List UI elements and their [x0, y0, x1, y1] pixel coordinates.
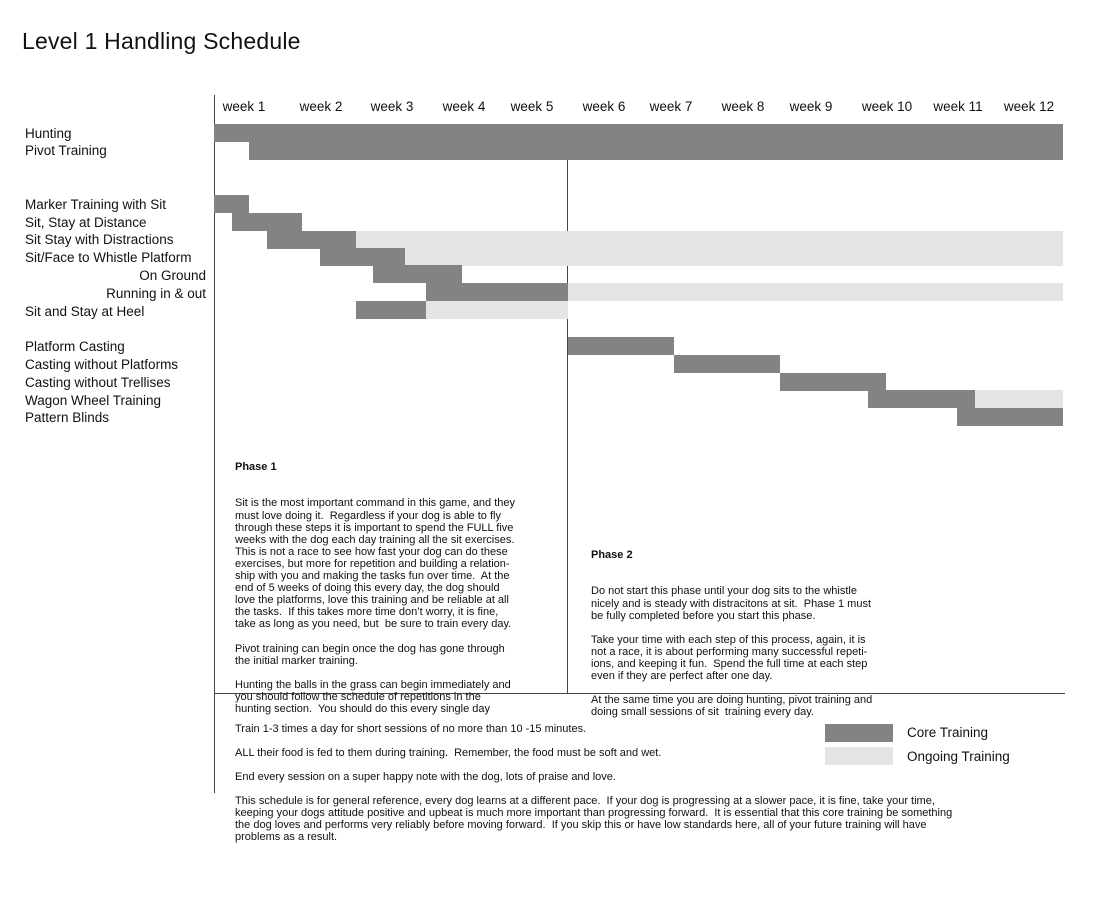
task-label: Platform Casting: [25, 339, 125, 354]
note-sessions: Train 1-3 times a day for short sessions of no more than 10 -15 minutes.: [235, 723, 587, 735]
legend-ongoing-swatch: [825, 747, 893, 765]
core-bar: [267, 231, 355, 249]
week-label: week 10: [861, 99, 913, 114]
week-label: week 5: [510, 99, 554, 114]
core-bar: [320, 248, 405, 266]
task-label: Wagon Wheel Training: [25, 393, 162, 408]
task-label: Running in & out: [106, 286, 206, 301]
core-bar: [868, 390, 974, 408]
legend-ongoing-label: Ongoing Training: [907, 749, 1010, 764]
phase1-body: Sit is the most important command in this game, and they must love doing it. Regardless if your dog is able to fly through these steps it is important to spend the FULL five weeks with the dog each day training all the sit exercises. This is not a race to see how fast your dog can do these exercises, but more for repetition and building a relation- ship with you and making the tasks fun over time. At the end of 5 weeks of doing this every day, the dog should love the platforms, love this training and be reliable at all the tasks. If this takes more time don’t worry, it is fine, take as long as you need, but be sure to train every day. Pivot training can begin once the dog has gone through the initial marker training. Hunting the balls in the grass can begin immediately and you should follow the schedule of repetitions in the hunting section. You should do this every single day: [235, 497, 516, 716]
week-label: week 8: [721, 99, 765, 114]
week-label: week 7: [649, 99, 693, 114]
task-label: Hunting: [25, 126, 72, 141]
phase1-heading: Phase 1: [235, 461, 277, 474]
core-bar: [957, 408, 1063, 426]
task-label: Pivot Training: [25, 143, 107, 158]
core-bar: [674, 355, 780, 373]
note-reference: This schedule is for general reference, every dog learns at a different pace. If your dog is progressing at a slower pace, it is fine, take your time, keeping your dogs attitude positive and upbeat is much more important than progressing forward. It is essential that this core training be something the dog loves and performs very reliably before moving forward. If you skip this or have low standards here, all of your future training will have problems as a result.: [235, 795, 953, 843]
phase2-heading: Phase 2: [591, 549, 633, 562]
week-label: week 11: [933, 99, 983, 114]
task-label: Casting without Platforms: [25, 357, 179, 372]
week-label: week 12: [1003, 99, 1055, 114]
week-label: week 2: [299, 99, 343, 114]
task-label: Sit and Stay at Heel: [25, 304, 145, 319]
ongoing-bar: [426, 301, 568, 319]
week-label: week 4: [442, 99, 486, 114]
week-label: week 6: [582, 99, 626, 114]
core-bar: [232, 213, 303, 231]
task-label: Sit, Stay at Distance: [25, 215, 147, 230]
ongoing-bar: [568, 283, 1063, 301]
phase2-note: [591, 525, 872, 731]
phase1-note: [235, 437, 515, 727]
task-label: Sit/Face to Whistle Platform: [25, 250, 192, 265]
note-end-session: End every session on a super happy note with the dog, lots of praise and love.: [235, 771, 616, 783]
task-label: Sit Stay with Distractions: [25, 232, 174, 247]
week-label: week 1: [222, 99, 266, 114]
core-bar: [780, 373, 886, 391]
core-bar: [568, 337, 674, 355]
task-label: Marker Training with Sit: [25, 197, 167, 212]
page-title: Level 1 Handling Schedule: [22, 28, 301, 54]
core-bar: [214, 195, 249, 213]
core-bar: [373, 265, 461, 283]
core-bar: [249, 142, 1063, 160]
task-label: On Ground: [139, 268, 206, 283]
ongoing-bar: [356, 231, 1064, 249]
week-label: week 3: [370, 99, 414, 114]
core-bar: [214, 124, 1063, 142]
core-bar: [426, 283, 568, 301]
note-food: ALL their food is fed to them during training. Remember, the food must be soft and wet.: [235, 747, 662, 759]
task-label: Casting without Trellises: [25, 375, 171, 390]
core-bar: [356, 301, 427, 319]
phase-divider: [567, 134, 568, 693]
ongoing-bar: [405, 248, 1063, 266]
ongoing-bar: [975, 390, 1063, 408]
week-label: week 9: [789, 99, 833, 114]
legend-core-label: Core Training: [907, 725, 989, 740]
legend-core-swatch: [825, 724, 893, 742]
phase2-body: Do not start this phase until your dog sits to the whistle nicely and is steady with distracitons at sit. Phase 1 must be fully completed before you start this phase. Take your time with each step of this process, again, it is not a race, it is about performing many successful repeti- ions, and keeping it fun. Spend the full time at each step even if they are perfect after one day. At the same time you are doing hunting, pivot training and doing small sessions of sit training every day.: [591, 585, 873, 719]
task-label: Pattern Blinds: [25, 410, 110, 425]
